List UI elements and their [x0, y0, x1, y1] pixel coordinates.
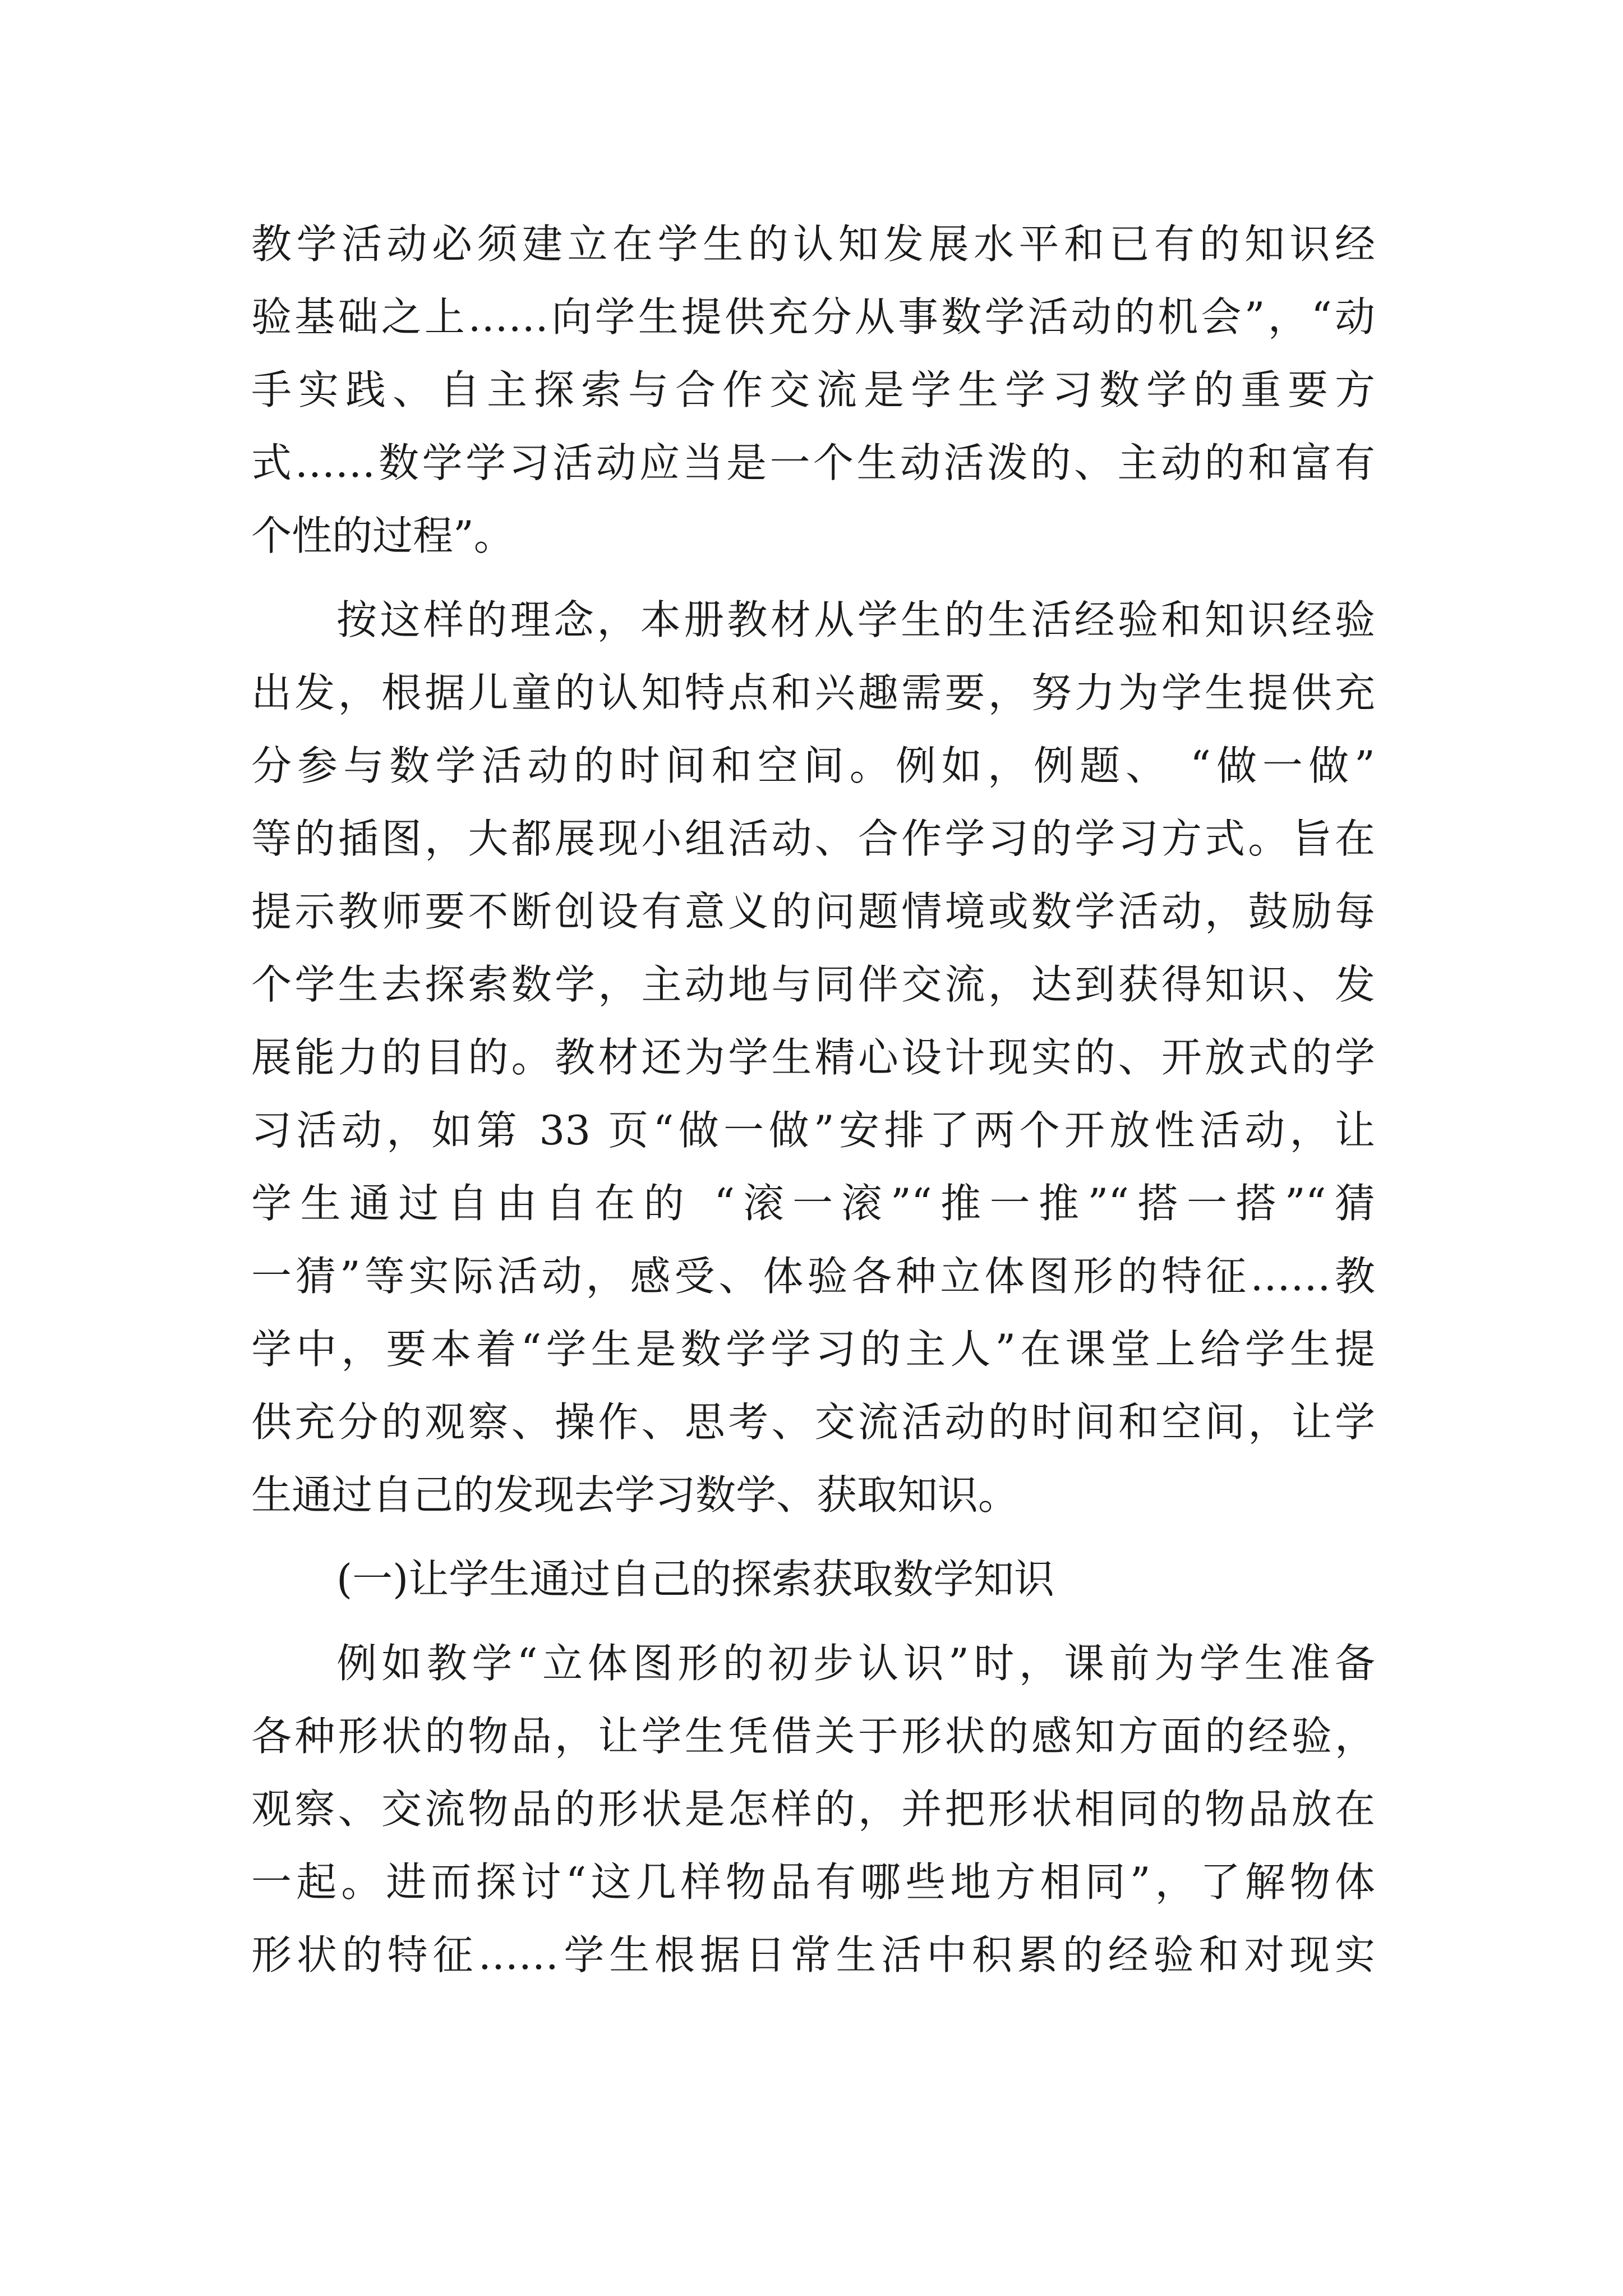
text-line: 观察、交流物品的形状是怎样的，并把形状相同的物品放在 [251, 1786, 1375, 1833]
text-line: 各种形状的物品，让学生凭借关于形状的感知方面的经验， [251, 1713, 1375, 1760]
text-line: 学中，要本着“学生是数学学习的主人”在课堂上给学生提 [251, 1326, 1375, 1373]
text-line: 个性的过程”。 [251, 512, 514, 559]
text-line: 手实践、自主探索与合作交流是学生学习数学的重要方 [251, 366, 1375, 413]
text-line: 出发，根据儿童的认知特点和兴趣需要，努力为学生提供充 [251, 669, 1375, 716]
text-line: 生通过自己的发现去学习数学、获取知识。 [251, 1471, 1019, 1519]
text-line: 例如教学“立体图形的初步认识”时，课前为学生准备 [336, 1640, 1375, 1687]
text-line: 供充分的观察、操作、思考、交流活动的时间和空间，让学 [251, 1398, 1375, 1446]
text-line: 个学生去探索数学，主动地与同伴交流，达到获得知识、发 [251, 961, 1375, 1008]
text-line: 展能力的目的。教材还为学生精心设计现实的、开放式的学 [251, 1034, 1375, 1081]
text-line: 一猜”等实际活动，感受、体验各种立体图形的特征……教 [251, 1253, 1375, 1300]
text-line: 学生通过自由自在的 “滚一滚”“推一推”“搭一搭”“猜 [251, 1180, 1375, 1227]
text-line: 验基础之上……向学生提供充分从事数学活动的机会”，“动 [251, 293, 1375, 341]
text-line: 等的插图，大都展现小组活动、合作学习的学习方式。旨在 [251, 815, 1375, 862]
text-line: 形状的特征……学生根据日常生活中积累的经验和对现实 [251, 1931, 1375, 1978]
text-line: 按这样的理念，本册教材从学生的生活经验和知识经验 [336, 596, 1375, 643]
text-line: 教学活动必须建立在学生的认知发展水平和已有的知识经 [251, 220, 1375, 268]
text-line: 式……数学学习活动应当是一个生动活泼的、主动的和富有 [251, 439, 1375, 486]
text-line: 习活动，如第 33 页“做一做”安排了两个开放性活动，让 [251, 1107, 1375, 1154]
text-line: 提示教师要不断创设有意义的问题情境或数学活动，鼓励每 [251, 888, 1375, 935]
text-line: 分参与数学活动的时间和空间。例如，例题、 “做一做” [251, 742, 1375, 789]
section-heading: (一)让学生通过自己的探索获取数学知识 [336, 1556, 1055, 1603]
text-line: 一起。进而探讨“这几样物品有哪些地方相同”，了解物体 [251, 1858, 1375, 1906]
